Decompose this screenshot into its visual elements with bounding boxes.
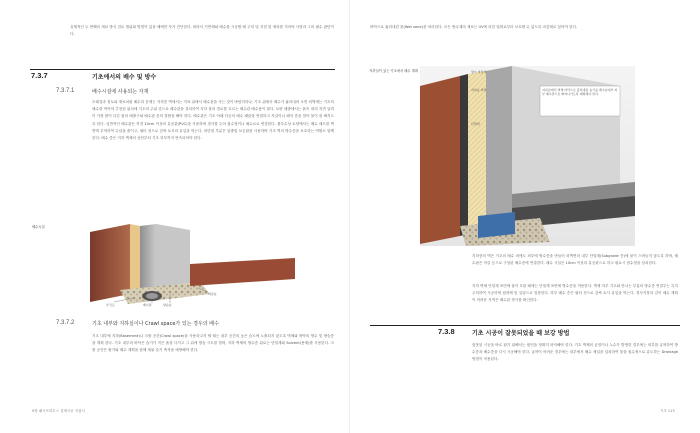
right-paragraph-3: 잘못된 시공을 바로 잡기 위해서는 원인을 정확히 파악해야 한다. 기초 벽체의 균열이나 누수가 발생한 경우에는 외부를 굴착하여 방수층과 배수층을 다시 시공해야 한다. 굴착이 어려운 경우에는 내부에서 배수 채널을 설치하여 물을 집수정으로 유도하는 Drainage 방법이 적용된다.: [472, 343, 678, 362]
figure-label: 배수시설: [32, 225, 45, 229]
subsection-1-title: 배수시설에 사용되는 자재: [92, 89, 149, 95]
figure-callout-2: 배수판: [143, 303, 152, 307]
earth-mass: [420, 76, 460, 244]
section-rule-right: [370, 325, 680, 326]
insulation-layer: [130, 224, 140, 294]
right-page: [350, 0, 700, 433]
drain-pipe-inner: [146, 293, 158, 299]
right-callout-note: 지하실에서 벽체 바닥으로 흘러내린 습기를 배수층에서 외부 배수관으로 빠져나가도록 계획해야 한다.: [542, 88, 618, 96]
footer-right: 기초 113: [660, 409, 675, 413]
basement-wall: [486, 66, 512, 232]
right-callout-1: 방수 마감재: [471, 70, 487, 74]
right-callout-2: 지하층 외벽: [471, 88, 487, 92]
concrete-wall: [140, 224, 156, 294]
right-figure-title: 지하실이 있는 기초에서 배수 계획: [369, 69, 418, 73]
section-title-right: 기초 시공이 잘못되었을 때 보강 방법: [472, 330, 570, 337]
footer-left: 9장 패시브하우스 설계시공 지침서: [32, 409, 85, 413]
subsection-2-number: 7.3.7.2: [56, 320, 75, 326]
drainage-figure: [90, 224, 295, 312]
subsection-1-body: 모래질과 점토와 재료처럼 배수의 문제는 지하층 벽에서는 지표 위에서 배수관을 사는 것이 바람직하나, 기초 위에서 배수가 흘러내려 오면 외벽에는 기초의 배수를 막아야 추천된 위치에 기초의 주위 앞으로 배수관을 설치하여 지하 물의 경로를 흐르는 배수관 배수용이 많다. 토양 배출에서는 흙속 내의 지면 압력이 가장 많이 다른 흙의 배출구와 배수관 층의 결합을 해야 한다. 배수관은 기초 아래 다공의 배수 배관을 연결하고 자갈이나 쇄석 층을 깔아 물이 잘 빠지도록 한다. 일반적인 배수관은 직경 10cm 이상의 유공관(PVC)을 사용하며 경사를 두어 집수정이나 배수로로 연결한다. 불투수성 토양에서는 배수 매트를 벽면에 부착하여 수압을 줄이고, 필터 천으로 감싸 토사의 유입을 막는다. 외단열 부분은 압출법 보온판을 사용하며 기초 벽의 방수층을 보호하는 역할도 함께 한다. 배수 층은 지하 벽체의 상단부터 기초 하부까지 연속되어야 한다.: [92, 100, 334, 141]
foundation-soil: [190, 258, 295, 286]
right-paragraph-2: 지하 벽체 단열재 표면에 물이 흐를 때에는 단열재 표면에 방수층을 적용한다. 벽체 하부 기초와 만나는 부분의 방수층 연결부는 특히 주의하여 시공하며 접착제 및 실링으로 밀봉한다. 하부 배수 층은 필터 천으로 감싸 토사 유입을 막는다. 경사지붕과 같이 배수 계획이 어려운 지역은 배수관 경사를 확인한다.: [472, 284, 678, 303]
figure-callout-4: 자갈층: [208, 292, 217, 296]
wall-side: [156, 224, 190, 292]
subsection-2-title: 기초 내부와 지하실이나 Crawl space가 있는 경우의 배수: [92, 321, 219, 327]
subsection-2-body: 기초 내부에 지하(Basement)나 크롤 공간(Crawl space)을 사용하고자 할 때는 내부 공간의 높은 습도에 노출되지 않도록 벽체와 바닥의 방수 및 방습층을 계획 한다. 기초 내부의 바닥은 습기가 적은 흙을 다지고 그 위에 방습 시트를 깔며, 지하 벽체의 방수층 위로는 단열재와 Solvent(용제)를 사용한다. 크롤 공간은 환기와 배수 계획을 함께 세워 습기 축적을 예방해야 한다.: [92, 334, 334, 353]
drain-channel: [478, 212, 515, 238]
insulation-board: [468, 71, 486, 234]
left-top-paragraph: 유체적인 두 번째의 재료 방식 검토 범위와 방법이 있을 때에만 자가 진단한다. 따라서 기반체와 배수를 시공할 때 주의 및 지침 및 예외를 지켜야 사항과 그의 필수 판단이다.: [70, 25, 334, 37]
figure-callout-1: 부직포: [106, 303, 115, 307]
section-rule: [30, 69, 335, 70]
right-top-paragraph: 바닥으로 흘러내린 물(Wet zone)을 처리한다. 모든 방수재의 재료는 UV에 의한 열화로부터 보호할 수 있도록 마감재로 덮어야 한다.: [370, 25, 578, 29]
figure-callout-3: 방습층: [163, 303, 172, 307]
subsection-1-number: 7.3.7.1: [56, 88, 75, 94]
right-paragraph-1: 지하층의 벽은 기초의 배수 외에도 외부에 방수층을 만들어 외벽면의 내부 단열재(Subgrade 층)에 물이 스며들지 않도록 하며, 배수판은 자갈 등으로 구성된 배수층에 연결한다. 배수 시설은 10cm 이상의 유공관으로 하고 필요시 집수정을 설치한다.: [472, 254, 678, 266]
right-callout-3: 단열재: [471, 122, 480, 126]
section-title: 기초에서의 배수 및 방수: [92, 74, 157, 81]
section-number-right: 7.3.8: [438, 327, 455, 336]
membrane-layer: [460, 74, 468, 236]
section-number: 7.3.7: [31, 71, 48, 80]
